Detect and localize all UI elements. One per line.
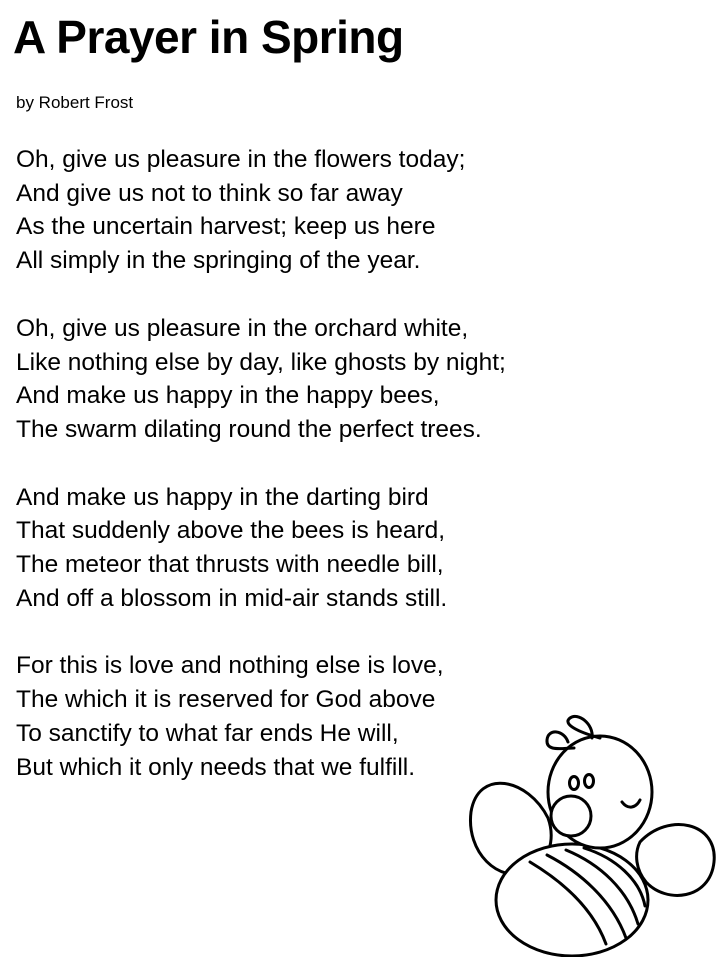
poem-line: But which it only needs that we fulfill. (16, 753, 416, 781)
bee-right-wing (637, 825, 715, 896)
poem-line: For this is love and nothing else is love, (16, 652, 444, 680)
poem-line: And make us happy in the darting bird (16, 483, 429, 511)
poem-line: Oh, give us pleasure in the orchard white, (16, 314, 469, 342)
poem-author-byline: by Robert Frost (16, 93, 134, 112)
poem-body (16, 143, 506, 818)
poem-line: The meteor that thrusts with needle bill, (16, 551, 444, 579)
poem-line: To sanctify to what far ends He will, (16, 719, 399, 747)
poem-line: The swarm dilating round the perfect trees. (16, 415, 482, 443)
stanza-2 (16, 312, 506, 447)
poem-line: The which it is reserved for God above (16, 686, 436, 714)
poem-line: As the uncertain harvest; keep us here (16, 213, 436, 241)
stanza-3 (16, 481, 506, 616)
poem-line: And give us not to think so far away (16, 179, 403, 207)
poem-line: And make us happy in the happy bees, (16, 382, 440, 410)
poem-line: And off a blossom in mid-air stands still. (16, 584, 448, 612)
stanza-4 (16, 649, 506, 784)
bee-eye (585, 775, 594, 788)
stanza-1 (16, 143, 506, 278)
poem-line: All simply in the springing of the year. (16, 247, 421, 275)
bee-icon (465, 700, 718, 957)
poem-line: Like nothing else by day, like ghosts by night; (16, 348, 506, 376)
poem-line: That suddenly above the bees is heard, (16, 517, 446, 545)
poem-line: Oh, give us pleasure in the flowers today; (16, 146, 466, 173)
bee-eye (570, 777, 579, 790)
poem-title: A Prayer in Spring (13, 11, 404, 63)
bee-nose (551, 796, 591, 836)
